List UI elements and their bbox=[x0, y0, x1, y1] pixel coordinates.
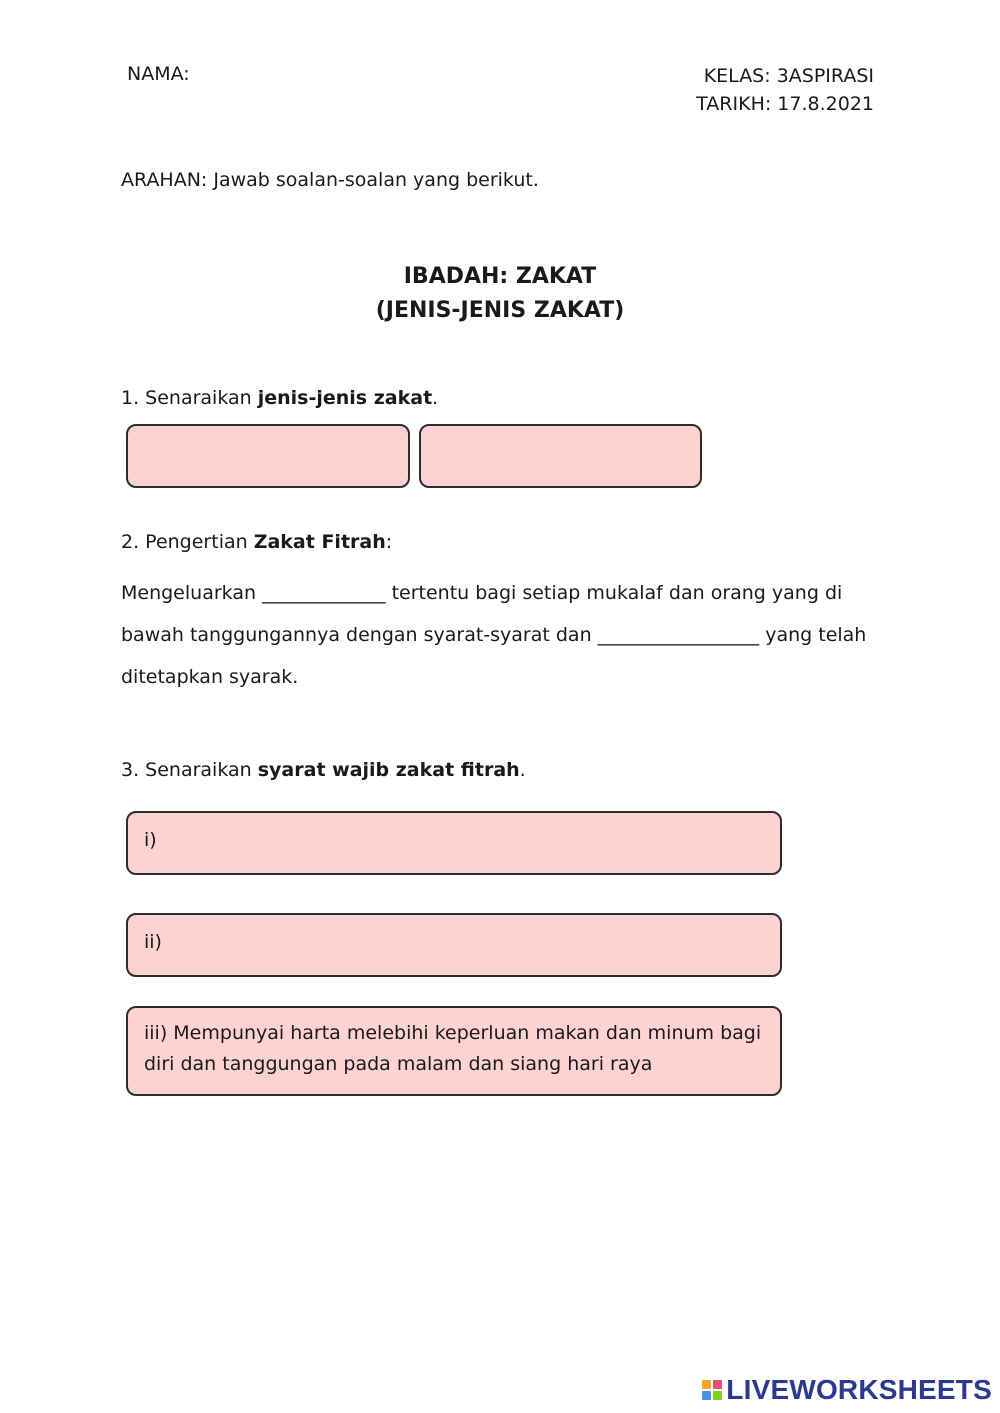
title-line-2: (JENIS-JENIS ZAKAT) bbox=[375, 298, 625, 323]
logo-square-2 bbox=[713, 1380, 722, 1389]
instruction-text: ARAHAN: Jawab soalan-soalan yang berikut. bbox=[121, 169, 539, 191]
liveworksheets-logo bbox=[702, 1375, 992, 1405]
q2-line-1 bbox=[121, 572, 881, 614]
q3-item-3-line-1: iii) Mempunyai harta melebihi keperluan makan dan minum bagi bbox=[144, 1022, 762, 1044]
q2-definition bbox=[121, 572, 881, 698]
date-label: TARIKH: 17.8.2021 bbox=[696, 93, 874, 115]
brand-name: LIVEWORKSHEETS bbox=[726, 1374, 992, 1405]
q1-bold: jenis-jenis zakat bbox=[257, 387, 433, 409]
q1-answer-box-2[interactable] bbox=[419, 424, 702, 488]
question-2 bbox=[121, 530, 392, 554]
liveworksheets-logo-icon bbox=[702, 1380, 722, 1400]
q3-answer-box-1[interactable] bbox=[126, 811, 782, 875]
q3-bold: syarat wajib zakat fitrah bbox=[257, 759, 520, 781]
q2-line1-end: tertentu bagi setiap mukalaf dan orang yang di bbox=[385, 582, 843, 604]
logo-square-1 bbox=[702, 1380, 711, 1389]
question-1 bbox=[121, 386, 438, 410]
q3-suffix: . bbox=[519, 759, 526, 781]
q2-blank-1[interactable]: _____________ bbox=[262, 582, 386, 604]
q3-item-1-label: i) bbox=[144, 829, 157, 851]
q3-prefix: 3. Senaraikan bbox=[121, 759, 258, 781]
question-3 bbox=[121, 758, 526, 782]
q2-suffix: : bbox=[385, 531, 393, 553]
q2-blank-2[interactable]: _________________ bbox=[597, 624, 760, 646]
q1-suffix: . bbox=[432, 387, 439, 409]
q3-answer-box-2[interactable] bbox=[126, 913, 782, 977]
worksheet-title bbox=[0, 260, 1000, 328]
q3-answer-box-3 bbox=[126, 1006, 782, 1096]
q2-line2-start: bawah tanggungannya dengan syarat-syarat dan bbox=[121, 624, 598, 646]
q1-prefix: 1. Senaraikan bbox=[121, 387, 258, 409]
header-info bbox=[696, 62, 874, 118]
class-label: KELAS: 3ASPIRASI bbox=[703, 65, 874, 87]
q2-line-2 bbox=[121, 614, 881, 656]
q2-prefix: 2. Pengertian bbox=[121, 531, 254, 553]
q2-line-3: ditetapkan syarak. bbox=[121, 666, 299, 688]
q2-line1-start: Mengeluarkan bbox=[121, 582, 263, 604]
q3-item-2-label: ii) bbox=[144, 931, 162, 953]
q1-answer-box-1[interactable] bbox=[126, 424, 410, 488]
q3-item-3-line-2: diri dan tanggungan pada malam dan siang hari raya bbox=[144, 1053, 653, 1075]
q2-line2-end: yang telah bbox=[759, 624, 867, 646]
title-line-1: IBADAH: ZAKAT bbox=[403, 264, 597, 289]
q2-bold: Zakat Fitrah bbox=[253, 531, 386, 553]
name-label: NAMA: bbox=[127, 63, 190, 85]
logo-square-4 bbox=[713, 1391, 722, 1400]
logo-square-3 bbox=[702, 1391, 711, 1400]
